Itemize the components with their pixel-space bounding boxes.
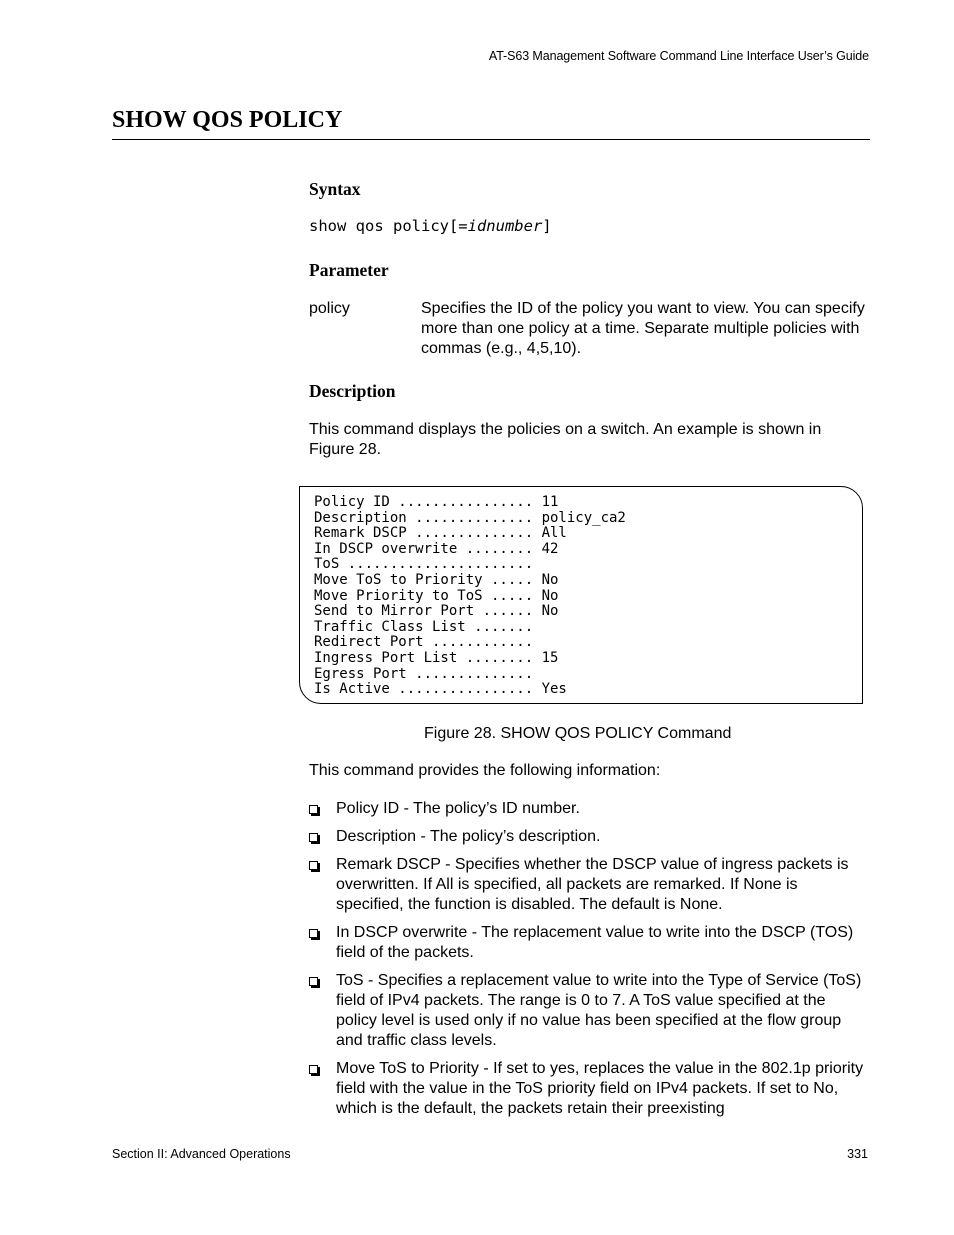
list-item	[309, 827, 869, 847]
syntax-heading: Syntax	[309, 179, 361, 199]
output-line: ToS ......................	[314, 556, 534, 573]
list-item-text: ToS - Specifies a replacement value to write into the Type of Service (ToS) field of IPv4 packets. The range is 0 to 7. A ToS value specified at the policy level is used only if no value has been specified at the flow group and traffic class levels.	[336, 972, 862, 1049]
page-title: SHOW QOS POLICY	[112, 107, 343, 133]
output-line: Move Priority to ToS ..... No	[314, 587, 559, 604]
list-item-text: Remark DSCP - Specifies whether the DSCP value of ingress packets is overwritten. If All is specified, all packets are remarked. If None is specified, the function is disabled. The default is None.	[336, 856, 849, 913]
parameter-description: Specifies the ID of the policy you want to view. You can specify more than one policy at a time. Separate multiple policies with commas (e.g., 4,5,10).	[421, 300, 865, 357]
checkbox-bullet-icon	[309, 833, 318, 842]
syntax-argument: idnumber	[467, 217, 543, 235]
page-number: 331	[847, 1147, 868, 1161]
list-item-text: In DSCP overwrite - The replacement value to write into the DSCP (TOS) field of the packets.	[336, 924, 854, 961]
output-line: Send to Mirror Port ...... No	[314, 603, 559, 620]
list-item	[309, 971, 869, 1051]
list-item-text: Policy ID - The policy’s ID number.	[336, 800, 580, 817]
parameter-heading: Parameter	[309, 260, 389, 280]
checkbox-bullet-icon	[309, 805, 318, 814]
output-line: Remark DSCP .............. All	[314, 525, 567, 542]
list-item-text: Move ToS to Priority - If set to yes, replaces the value in the 802.1p priority field with the value in the ToS priority field on IPv4 packets. If set to No, which is the default, the packets retain their preexisting	[336, 1060, 864, 1117]
list-item	[309, 1059, 869, 1119]
output-line: Move ToS to Priority ..... No	[314, 571, 559, 588]
syntax-command	[309, 217, 552, 235]
running-header: AT-S63 Management Software Command Line Interface User’s Guide	[488, 49, 869, 63]
command-output-screen	[299, 486, 863, 704]
list-item-text: Description - The policy’s description.	[336, 828, 601, 845]
figure-caption: Figure 28. SHOW QOS POLICY Command	[424, 725, 732, 742]
info-intro: This command provides the following information:	[309, 762, 661, 779]
output-line: Policy ID ................ 11	[314, 494, 559, 510]
checkbox-bullet-icon	[309, 977, 318, 986]
parameter-name: policy	[309, 300, 350, 317]
output-line: Redirect Port ............	[314, 634, 534, 651]
syntax-closing: ]	[542, 217, 552, 235]
description-text: This command displays the policies on a switch. An example is shown in Figure 28.	[309, 421, 822, 458]
checkbox-bullet-icon	[309, 929, 318, 938]
title-divider	[112, 139, 870, 140]
checkbox-bullet-icon	[309, 861, 318, 870]
output-line: In DSCP overwrite ........ 42	[314, 540, 559, 557]
output-line: Is Active ................ Yes	[314, 681, 567, 698]
list-item	[309, 855, 869, 915]
output-line: Description .............. policy_ca2	[314, 509, 626, 526]
checkbox-bullet-icon	[309, 1065, 318, 1074]
output-line: Traffic Class List .......	[314, 618, 534, 635]
description-heading: Description	[309, 381, 396, 401]
footer-section: Section II: Advanced Operations	[112, 1147, 291, 1161]
list-item	[309, 923, 869, 963]
info-list	[309, 799, 869, 1127]
output-line: Egress Port ..............	[314, 665, 534, 682]
syntax-command-text: show qos policy[=	[309, 217, 468, 235]
list-item	[309, 799, 869, 819]
output-line: Ingress Port List ........ 15	[314, 649, 559, 666]
